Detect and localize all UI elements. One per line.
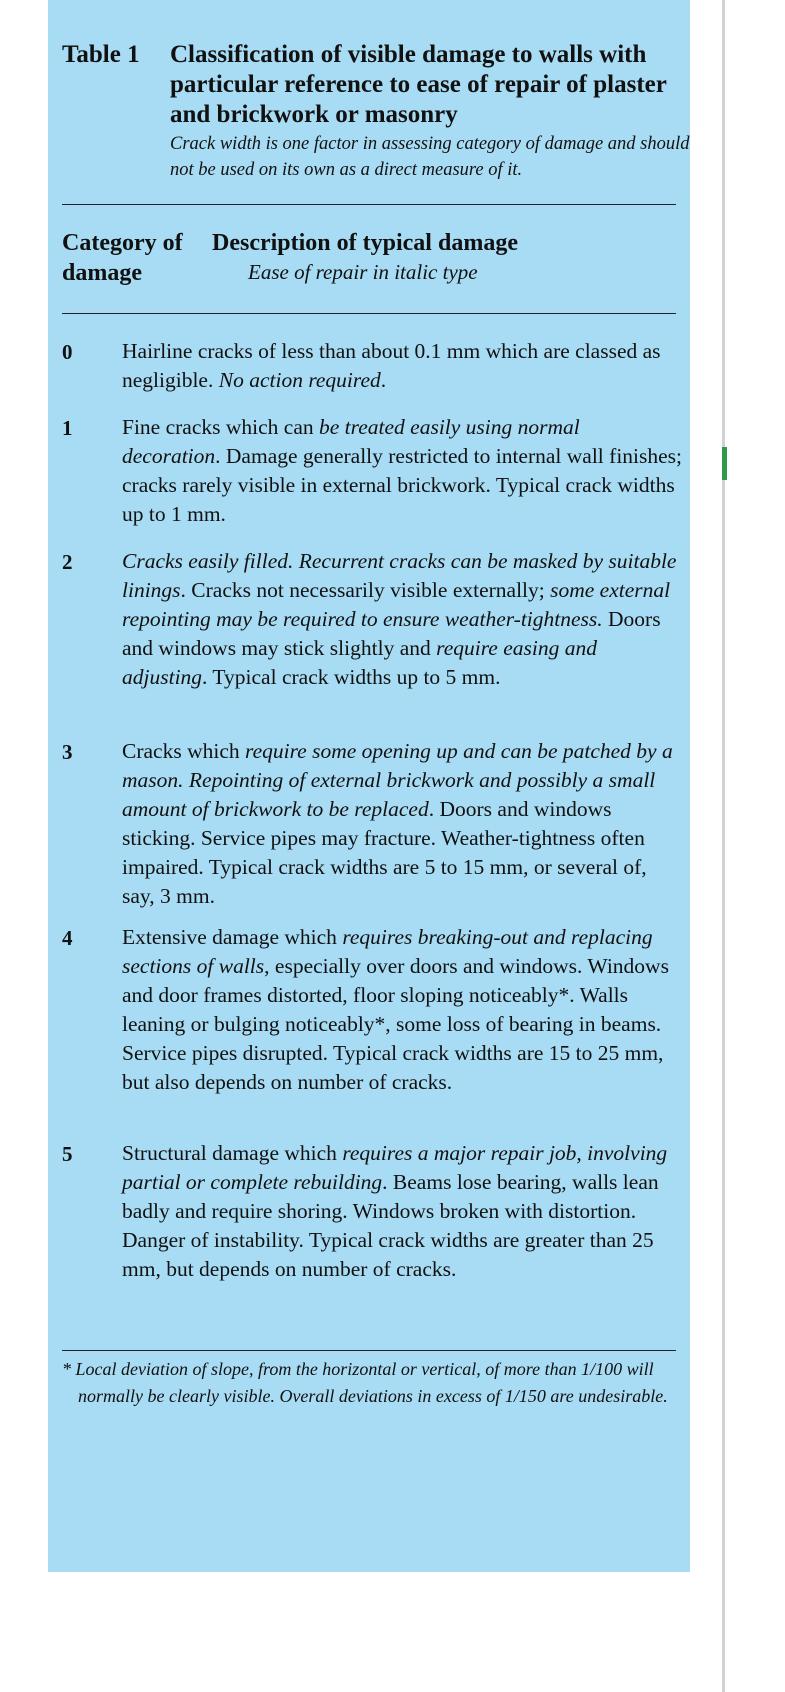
scrollbar-track[interactable] (722, 0, 725, 1692)
footnote-divider (62, 1350, 676, 1351)
damage-text: Extensive damage which (122, 925, 343, 949)
damage-text: . Doors and windows sticking. Service pipes may fracture. Weather-tightness often impaired. Typical crack widths are 5 to 15 mm, or several of, say, 3 mm. (122, 797, 647, 908)
damage-text: Cracks which (122, 739, 245, 763)
category-number: 2 (62, 550, 73, 574)
description-column-subheader: Ease of repair in italic type (248, 260, 478, 284)
damage-text: . Typical crack widths up to 5 mm. (202, 665, 501, 689)
category-number: 0 (62, 340, 73, 364)
damage-text: , especially over doors and windows. Windows and door frames distorted, floor sloping noticeably*. Walls leaning or bulging noticeably*, some loss of bearing in beams. Service pipes disrupted. Typical crack widths are 15 to 25 mm, but also depends on number of cracks. (122, 954, 669, 1094)
table-subtitle: Crack width is one factor in assessing category of damage and should not be used on its own as a direct measure of it. (170, 134, 690, 180)
damage-text: Hairline cracks of less than about 0.1 mm which are classed as negligible. (122, 339, 661, 392)
header-divider-bottom (62, 313, 676, 314)
category-number: 4 (62, 926, 73, 950)
ease-of-repair-text: requires breaking-out and replacing sections of walls (122, 925, 653, 978)
table-title: Classification of visible damage to walls with particular reference to ease of repair of plaster and brickwork or masonry (170, 41, 667, 128)
category-description (122, 413, 682, 529)
category-description (122, 737, 682, 911)
ease-of-repair-text: some external repointing may be required to ensure weather-tightness. (122, 578, 671, 631)
scroll-position-marker[interactable] (722, 447, 727, 480)
damage-text: . Cracks not necessarily visible externally; (180, 578, 551, 602)
damage-text: . Beams lose bearing, walls lean badly and require shoring. Windows broken with distortion. Danger of instability. Typical crack widths are greater than 25 mm, but depends on number of cracks. (122, 1170, 659, 1281)
category-number: 3 (62, 740, 73, 764)
damage-text: Doors and windows may stick slightly and (122, 607, 661, 660)
category-number: 1 (62, 416, 73, 440)
damage-text: . Damage generally restricted to internal wall finishes; cracks rarely visible in external brickwork. Typical crack widths up to 1 mm. (122, 444, 683, 526)
category-description (122, 337, 682, 395)
ease-of-repair-text: Cracks easily filled. Recurrent cracks can be masked by suitable linings (122, 549, 677, 602)
category-description (122, 923, 682, 1097)
category-description (122, 547, 682, 692)
description-column-header: Description of typical damage (212, 230, 518, 256)
damage-text: Structural damage which (122, 1141, 343, 1165)
damage-text: Fine cracks which can (122, 415, 320, 439)
category-column-header: Category of damage (62, 230, 183, 286)
damage-text: . (380, 368, 387, 392)
category-description (122, 1139, 682, 1284)
header-divider-top (62, 204, 676, 205)
ease-of-repair-text: require easing and adjusting (122, 636, 597, 689)
table-number: Table 1 (62, 41, 140, 68)
ease-of-repair-text: No action required (218, 368, 381, 392)
footnote: * Local deviation of slope, from the horizontal or vertical, of more than 1/100 will normally be clearly visible. Overall deviations in excess of 1/150 are undesirable. (62, 1359, 668, 1406)
ease-of-repair-text: requires a major repair job, involving partial or complete rebuilding (122, 1141, 668, 1194)
category-number: 5 (62, 1142, 73, 1166)
ease-of-repair-text: be treated easily using normal decoration (122, 415, 580, 468)
ease-of-repair-text: require some opening up and can be patched by a mason. Repointing of external brickwork and possibly a small amount of brickwork to be replaced (122, 739, 673, 821)
